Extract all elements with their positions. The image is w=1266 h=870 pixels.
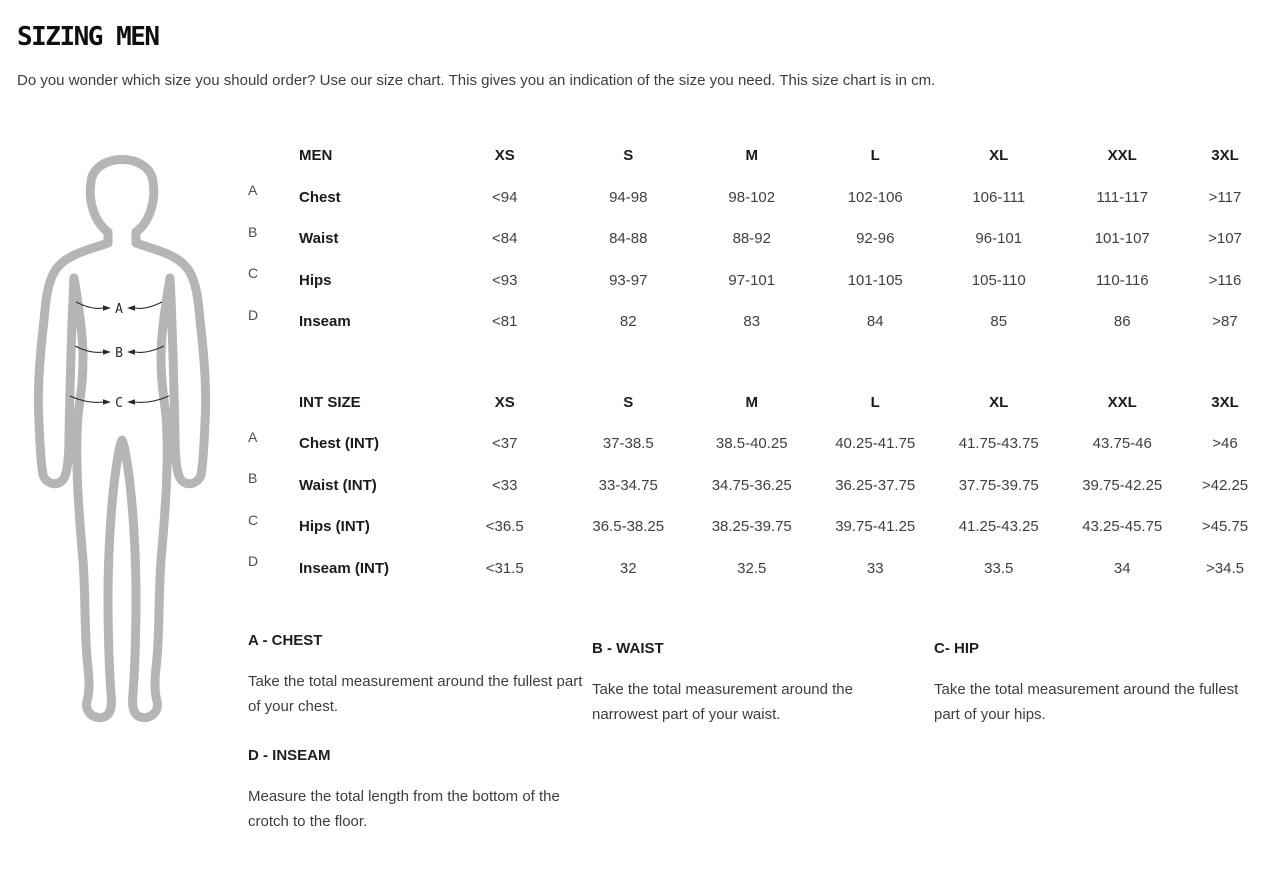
size-table-int: [240, 382, 1266, 590]
row-letter: A: [248, 182, 258, 199]
table-header-row: [240, 135, 1266, 177]
size-value: >87: [1212, 313, 1238, 331]
row-letter: B: [248, 223, 258, 240]
row-label: Hips: [299, 271, 332, 289]
hip-marker: [70, 396, 169, 411]
size-col-header: L: [870, 147, 880, 165]
note-waist: [592, 640, 934, 727]
notes-column-3: [934, 632, 1266, 834]
page-title: SIZING MEN: [17, 22, 159, 52]
size-value: 102-106: [847, 188, 903, 206]
size-value: 39.75-42.25: [1082, 476, 1163, 494]
size-value: 36.25-37.75: [835, 476, 916, 494]
table-row-waist-int: [240, 465, 1266, 507]
size-value: 39.75-41.25: [835, 518, 916, 536]
row-label: Hips (INT): [299, 518, 370, 536]
size-value: 32.5: [737, 559, 767, 577]
row-letter: D: [248, 306, 259, 323]
size-value: 94-98: [609, 188, 648, 206]
table-title-cell: MEN: [299, 147, 333, 165]
waist-marker: [75, 346, 164, 361]
size-value: 40.25-41.75: [835, 435, 916, 453]
size-value: 38.25-39.75: [711, 518, 792, 536]
table-row-inseam: [240, 301, 1266, 343]
size-value: 37.75-39.75: [958, 476, 1039, 494]
size-col-header: M: [745, 393, 758, 411]
size-value: <94: [492, 188, 518, 206]
size-value: 36.5-38.25: [592, 518, 665, 536]
note-chest-heading: A - CHEST: [248, 632, 323, 649]
size-value: 38.5-40.25: [715, 435, 788, 453]
size-col-header: 3XL: [1211, 147, 1239, 165]
chest-marker: [76, 302, 162, 317]
table-header-row: [240, 382, 1266, 424]
size-value: 86: [1113, 313, 1131, 331]
size-value: >42.25: [1201, 476, 1249, 494]
table-row-hips-int: [240, 506, 1266, 548]
size-value: 43.25-45.75: [1082, 518, 1163, 536]
size-value: <84: [492, 230, 518, 248]
size-col-header: S: [623, 147, 634, 165]
row-letter: C: [248, 511, 259, 528]
row-letter: B: [248, 470, 258, 487]
size-value: <33: [492, 476, 518, 494]
size-value: 34: [1113, 559, 1131, 577]
size-value: 85: [990, 313, 1008, 331]
row-label: Waist: [299, 230, 339, 248]
size-value: 82: [619, 313, 637, 331]
table-title-cell: INT SIZE: [299, 393, 361, 411]
note-inseam-text: Measure the total length from the bottom of the crotch to the floor.: [248, 788, 560, 830]
size-value: >45.75: [1201, 518, 1249, 536]
row-label: Chest (INT): [299, 435, 379, 453]
size-value: 33-34.75: [598, 476, 658, 494]
size-value: <81: [492, 313, 518, 331]
row-letter: A: [248, 428, 258, 445]
size-col-header: XL: [989, 147, 1009, 165]
table-row-chest-int: [240, 423, 1266, 465]
size-value: 93-97: [609, 271, 648, 289]
size-col-header: XL: [989, 393, 1009, 411]
size-value: 106-111: [972, 188, 1026, 206]
row-label: Inseam: [299, 313, 351, 331]
size-value: 84-88: [609, 230, 648, 248]
note-waist-heading: B - WAIST: [592, 640, 664, 657]
size-value: <36.5: [485, 518, 524, 536]
note-chest: [248, 632, 592, 719]
size-value: <37: [492, 435, 518, 453]
size-table-cm: [240, 135, 1266, 343]
page-description: Do you wonder which size you should order? Use our size chart. This gives you an indication of the size you need. This size chart is in cm.: [17, 72, 936, 89]
size-value: >46: [1212, 435, 1238, 453]
measurement-notes: [248, 632, 1266, 834]
size-value: 84: [866, 313, 884, 331]
male-body-silhouette-icon: [30, 140, 220, 730]
size-col-header: XXL: [1107, 147, 1137, 165]
size-value: <93: [492, 271, 518, 289]
note-hip-text: Take the total measurement around the fullest part of your hips.: [934, 681, 1239, 723]
size-value: 41.25-43.25: [958, 518, 1039, 536]
size-value: 34.75-36.25: [711, 476, 792, 494]
size-value: 98-102: [728, 188, 776, 206]
size-value: <31.5: [485, 559, 524, 577]
size-value: 83: [743, 313, 761, 331]
table-row-chest: [240, 177, 1266, 219]
size-value: 101-107: [1094, 230, 1150, 248]
note-chest-text: Take the total measurement around the fullest part of your chest.: [248, 673, 583, 715]
size-value: >107: [1208, 230, 1242, 248]
size-value: 92-96: [856, 230, 895, 248]
table-row-hips: [240, 260, 1266, 302]
size-col-header: M: [745, 147, 758, 165]
size-value: 33: [866, 559, 884, 577]
note-inseam: [248, 747, 592, 834]
size-value: 101-105: [847, 271, 903, 289]
hip-marker-letter: C: [115, 396, 123, 411]
size-col-header: XS: [494, 393, 515, 411]
size-tables: [240, 135, 1266, 589]
size-value: 88-92: [732, 230, 771, 248]
size-col-header: S: [623, 393, 634, 411]
table-row-waist: [240, 218, 1266, 260]
row-label: Chest: [299, 188, 341, 206]
row-letter: D: [248, 553, 259, 570]
size-value: 37-38.5: [602, 435, 654, 453]
size-value: 96-101: [975, 230, 1023, 248]
table-row-inseam-int: [240, 548, 1266, 590]
note-waist-text: Take the total measurement around the narrowest part of your waist.: [592, 681, 853, 723]
size-col-header: XXL: [1107, 393, 1137, 411]
size-value: 110-116: [1095, 271, 1149, 289]
waist-marker-letter: B: [115, 346, 123, 361]
size-value: 33.5: [984, 559, 1014, 577]
size-col-header: XS: [494, 147, 515, 165]
size-col-header: 3XL: [1211, 393, 1239, 411]
size-value: >116: [1208, 271, 1242, 289]
size-value: 41.75-43.75: [958, 435, 1039, 453]
size-value: 43.75-46: [1092, 435, 1152, 453]
row-letter: C: [248, 265, 259, 282]
size-value: >117: [1208, 188, 1242, 206]
size-value: 97-101: [728, 271, 776, 289]
size-value: 111-117: [1096, 188, 1149, 206]
chest-marker-letter: A: [115, 302, 123, 317]
body-outline: [38, 160, 205, 718]
size-value: >34.5: [1206, 559, 1244, 577]
row-label: Inseam (INT): [299, 559, 390, 577]
size-value: 105-110: [971, 271, 1026, 289]
size-value: 32: [619, 559, 637, 577]
note-inseam-heading: D - INSEAM: [248, 747, 331, 764]
note-hip-heading: C- HIP: [934, 640, 979, 657]
row-label: Waist (INT): [299, 476, 377, 494]
size-col-header: L: [870, 393, 880, 411]
note-hip: [934, 640, 1266, 727]
notes-column-1: [248, 632, 592, 834]
notes-column-2: [592, 632, 934, 834]
